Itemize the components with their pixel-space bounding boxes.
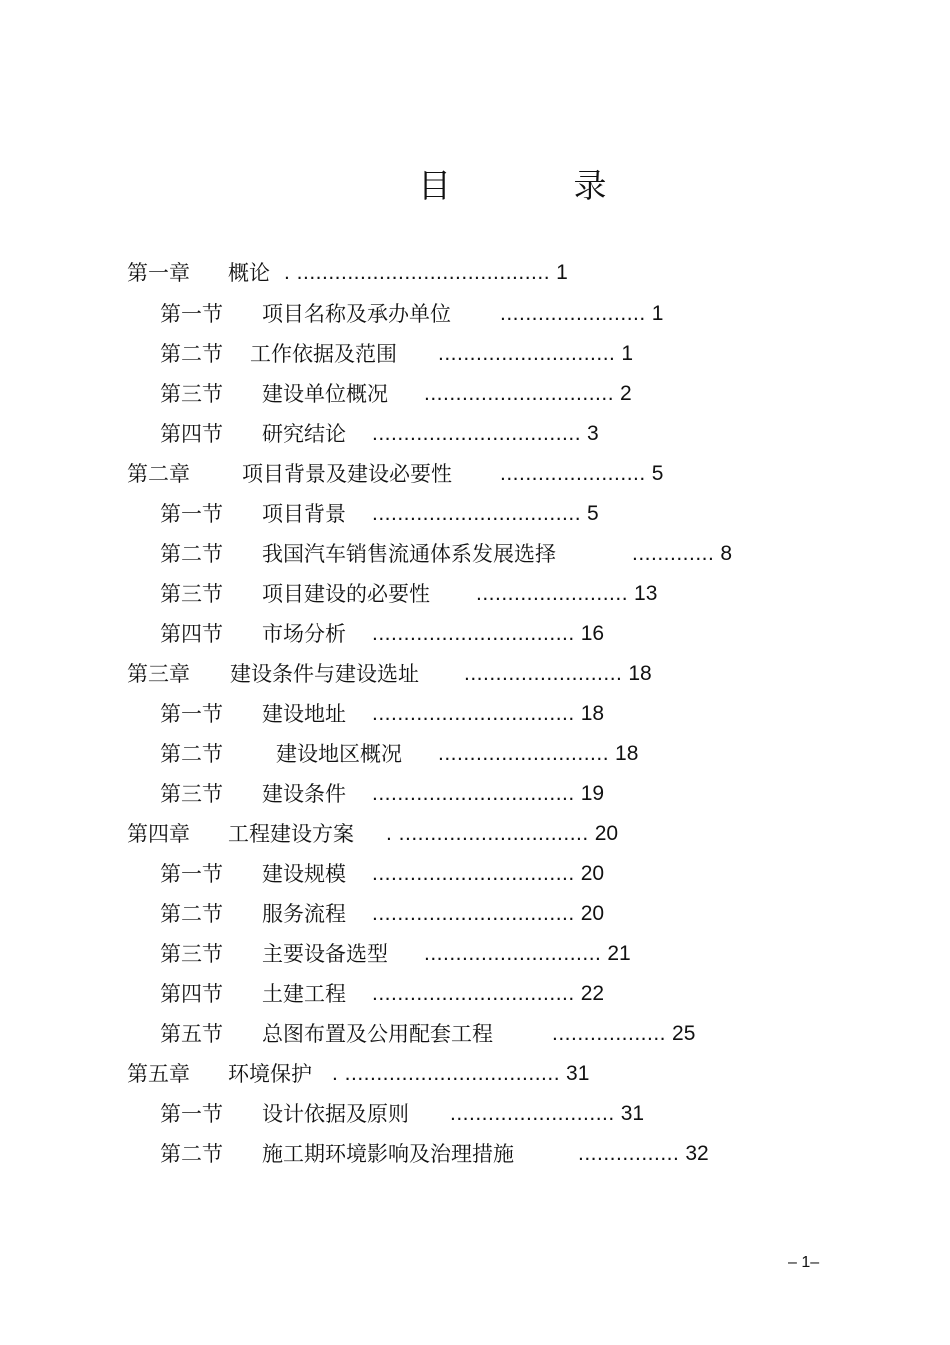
toc-entry-heading: 项目背景 (262, 502, 346, 526)
toc-entry-page-number: 22 (580, 982, 605, 1005)
toc-entry-label: 第三节 (160, 782, 223, 806)
toc-entry-page-number: 18 (615, 742, 639, 765)
toc-entry-label: 第三节 (160, 382, 223, 406)
page-number-footer: – 1– (788, 1254, 820, 1271)
toc-entry-page-number: 16 (580, 622, 605, 645)
toc-entry-page-number: 1 (556, 261, 568, 284)
toc-entry-heading: 项目背景及建设必要性 (242, 462, 452, 486)
toc-entry-page-number: 21 (607, 942, 631, 965)
toc-entry-leader-dots: .............................. (424, 382, 615, 405)
toc-entry-label: 第二章 (127, 462, 190, 486)
toc-entry-page-number: 31 (566, 1062, 590, 1085)
toc-entry-leader-dots: ................................. (372, 422, 582, 445)
toc-entry-page-number: 20 (594, 822, 619, 845)
toc-entry-leader-dots: ................................ (372, 902, 575, 925)
toc-entry-leader-dots: ................................ (372, 862, 575, 885)
toc-entry-heading: 主要设备选型 (262, 942, 388, 966)
toc-entry-label: 第二节 (160, 902, 223, 926)
toc-entry-heading: 我国汽车销售流通体系发展选择 (262, 542, 556, 566)
toc-entry-page-number: 20 (580, 862, 605, 885)
toc-entry-label: 第二节 (160, 742, 223, 766)
toc-entry-heading: 概论 (228, 261, 270, 285)
toc-entry-label: 第一节 (160, 502, 223, 526)
toc-entry-page-number: 19 (580, 782, 605, 805)
toc-entry-label: 第三节 (160, 582, 223, 606)
toc-entry-label: 第二节 (160, 342, 223, 366)
toc-entry-label: 第四节 (160, 982, 223, 1006)
toc-entry-page-number: 25 (672, 1022, 696, 1045)
toc-entry-heading: 市场分析 (262, 622, 346, 646)
page-title: 目 录 (418, 166, 663, 205)
toc-entry-leader-dots: ............................ (438, 342, 616, 365)
toc-entry-label: 第一章 (127, 261, 190, 285)
toc-entry-label: 第二节 (160, 542, 223, 566)
toc-entry-leader-dots: ................................ (372, 702, 575, 725)
toc-entry-heading: 土建工程 (262, 982, 346, 1006)
toc-entry-label: 第四章 (127, 822, 190, 846)
toc-entry-page-number: 5 (651, 462, 664, 485)
toc-entry-leader-dots: ................ (578, 1142, 680, 1165)
toc-entry-heading: 建设单位概况 (262, 382, 388, 406)
toc-entry-heading: 研究结论 (262, 422, 346, 446)
toc-entry-leader-dots: ....................... (500, 302, 646, 325)
toc-entry-leader-dots: ......................... (464, 662, 623, 685)
toc-entry-leader-dots: ........................... (438, 742, 610, 765)
toc-entry-label: 第五章 (127, 1062, 190, 1086)
toc-entry-leader-dots: ................................ (372, 622, 575, 645)
toc-entry-leader-dots: ....................... (500, 462, 646, 485)
toc-entry-leader-dots: . ........................................ (284, 261, 551, 284)
toc-entry-heading: 服务流程 (262, 902, 346, 926)
toc-entry-heading: 建设条件 (262, 782, 346, 806)
toc-entry-page-number: 5 (587, 502, 599, 525)
toc-entry-label: 第一节 (160, 302, 223, 326)
toc-entry-heading: 建设条件与建设选址 (230, 662, 419, 686)
toc-entry-leader-dots: .................. (552, 1022, 667, 1045)
toc-entry-heading: 设计依据及原则 (262, 1102, 409, 1126)
toc-entry-heading: 项目名称及承办单位 (262, 302, 451, 326)
toc-entry-label: 第一节 (160, 702, 223, 726)
toc-entry-label: 第四节 (160, 422, 223, 446)
toc-entry-label: 第一节 (160, 862, 223, 886)
toc-entry-page-number: 13 (634, 582, 658, 605)
toc-entry-page-number: 8 (720, 542, 733, 565)
toc-entry-heading: 工程建设方案 (228, 822, 354, 846)
toc-entry-heading: 项目建设的必要性 (262, 582, 430, 606)
toc-entry-leader-dots: ............................ (424, 942, 602, 965)
toc-entry-label: 第三章 (127, 662, 190, 686)
toc-entry-label: 第二节 (160, 1142, 223, 1166)
toc-entry-leader-dots: ........................ (476, 582, 629, 605)
toc-entry-label: 第四节 (160, 622, 223, 646)
toc-entry-label: 第一节 (160, 1102, 223, 1126)
toc-entry-page-number: 31 (620, 1102, 645, 1125)
toc-entry-page-number: 18 (628, 662, 652, 685)
toc-entry-leader-dots: ................................. (372, 502, 582, 525)
toc-entry-heading: 建设地址 (262, 702, 346, 726)
toc-entry-heading: 建设规模 (262, 862, 346, 886)
toc-entry-page-number: 3 (587, 422, 599, 445)
toc-entry-leader-dots: . .................................. (332, 1062, 561, 1085)
toc-entry-page-number: 20 (580, 902, 605, 925)
toc-entry-leader-dots: . .............................. (386, 822, 589, 845)
toc-entry-label: 第五节 (160, 1022, 223, 1046)
toc-entry-leader-dots: .......................... (450, 1102, 615, 1125)
toc-entry-heading: 总图布置及公用配套工程 (262, 1022, 493, 1046)
toc-entry-label: 第三节 (160, 942, 223, 966)
toc-entry-heading: 环境保护 (228, 1062, 312, 1086)
toc-entry-heading: 建设地区概况 (276, 742, 402, 766)
toc-entry-leader-dots: ................................ (372, 982, 575, 1005)
toc-entry-heading: 施工期环境影响及治理措施 (262, 1142, 514, 1166)
toc-entry-leader-dots: ............. (632, 542, 715, 565)
toc-entry-heading: 工作依据及范围 (250, 342, 397, 366)
toc-entry-page-number: 32 (685, 1142, 709, 1165)
toc-entry-page-number: 2 (620, 382, 632, 405)
toc-entry-page-number: 1 (621, 342, 634, 365)
toc-entry-leader-dots: ................................ (372, 782, 575, 805)
toc-entry-page-number: 18 (580, 702, 605, 725)
toc-entry-page-number: 1 (651, 302, 664, 325)
